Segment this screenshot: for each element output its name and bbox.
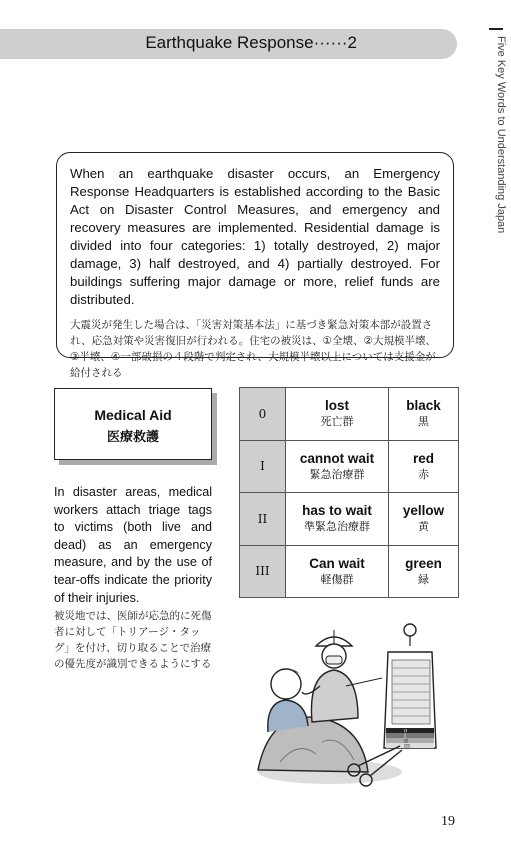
tag-level-label: III	[404, 743, 410, 750]
triage-color-japanese: 緑	[418, 572, 429, 586]
triage-meaning-japanese: 緊急治療群	[309, 467, 365, 481]
tag-band-3	[386, 743, 434, 748]
triage-meaning-japanese: 準緊急治療群	[304, 520, 370, 534]
triage-color-english: red	[412, 450, 434, 466]
triage-color	[389, 545, 459, 598]
triage-level: III	[240, 545, 286, 598]
section-body-english: In disaster areas, medical workers attach triage tags to victims (both live and dead) as an emergency measure, and by the use of tear-offs indicate the priority of their injuries.	[54, 485, 212, 605]
triage-color	[389, 388, 459, 441]
triage-meaning-japanese: 死亡群	[320, 415, 354, 429]
summary-english: When an earthquake disaster occurs, an Emergency Response Headquarters is established according to the Basic Act on Disaster Control Measures, and emergency and recovery measures are implemented. Residential damage is divided into four categories: 1) totally destroyed, 2) major damage, 3) half destroyed, and 4) partially destroyed. For buildings suffering major damage or more, relief funds are distributed.	[70, 166, 440, 307]
triage-color-english: green	[405, 555, 442, 571]
table-row	[240, 388, 459, 441]
triage-meaning	[286, 545, 389, 598]
triage-color-japanese: 黒	[418, 415, 429, 429]
tag-band-2	[386, 738, 434, 743]
tag-level-label: I	[404, 733, 406, 740]
triage-color	[389, 493, 459, 546]
medic-mask	[326, 656, 342, 664]
table-row	[240, 440, 459, 493]
section-title-box	[54, 388, 212, 460]
table-row	[240, 493, 459, 546]
triage-level: I	[240, 440, 286, 493]
medic-body	[311, 670, 358, 722]
triage-meaning	[286, 493, 389, 546]
triage-meaning-english: cannot wait	[299, 450, 375, 466]
triage-color-japanese: 黄	[418, 520, 429, 534]
section-title-english: Medical Aid	[94, 407, 172, 423]
triage-color-japanese: 赤	[418, 467, 429, 481]
triage-meaning	[286, 388, 389, 441]
triage-table	[239, 387, 459, 598]
triage-color-english: black	[406, 398, 441, 414]
triage-color-english: yellow	[402, 503, 445, 519]
table-row	[240, 545, 459, 598]
chapter-title: Earthquake Response······2	[145, 33, 357, 52]
triage-meaning	[286, 440, 389, 493]
side-divider	[489, 28, 503, 30]
tag-band-0	[386, 728, 434, 733]
tag-level-label: 0	[404, 728, 408, 735]
summary-box	[56, 152, 454, 379]
chapter-header-bar	[0, 29, 457, 59]
triage-level: II	[240, 493, 286, 546]
triage-color	[389, 440, 459, 493]
page-number: 19	[441, 814, 455, 829]
section-title-japanese: 医療救護	[106, 430, 159, 445]
triage-meaning-english: Can wait	[309, 555, 365, 571]
tag-band-1	[386, 733, 434, 738]
triage-meaning-japanese: 軽傷群	[320, 572, 354, 586]
triage-meaning-english: lost	[324, 398, 349, 414]
triage-level: 0	[240, 388, 286, 441]
summary-japanese: 大震災が発生した場合は、「災害対策基本法」に基づき緊急対策本部が設置され、応急対策や災害復旧が行われる。住宅の被災は、①全壊、②大規模半壊、③半壊、④一部破損の４段階で判定され、大規模半壊以上については支援金が給付される	[70, 319, 436, 379]
triage-illustration	[250, 622, 450, 794]
tag-ring-icon	[404, 624, 416, 636]
tag-level-label: II	[404, 738, 408, 745]
side-running-title: Five Key Words to Understanding Japan	[495, 36, 507, 234]
triage-meaning-english: has to wait	[302, 503, 372, 519]
section-body-japanese: 被災地では、医師が応急的に死傷者に対して「トリアージ・タッグ」を付け、切り取ることで治療の優先度が識別できるようにする	[54, 610, 212, 670]
